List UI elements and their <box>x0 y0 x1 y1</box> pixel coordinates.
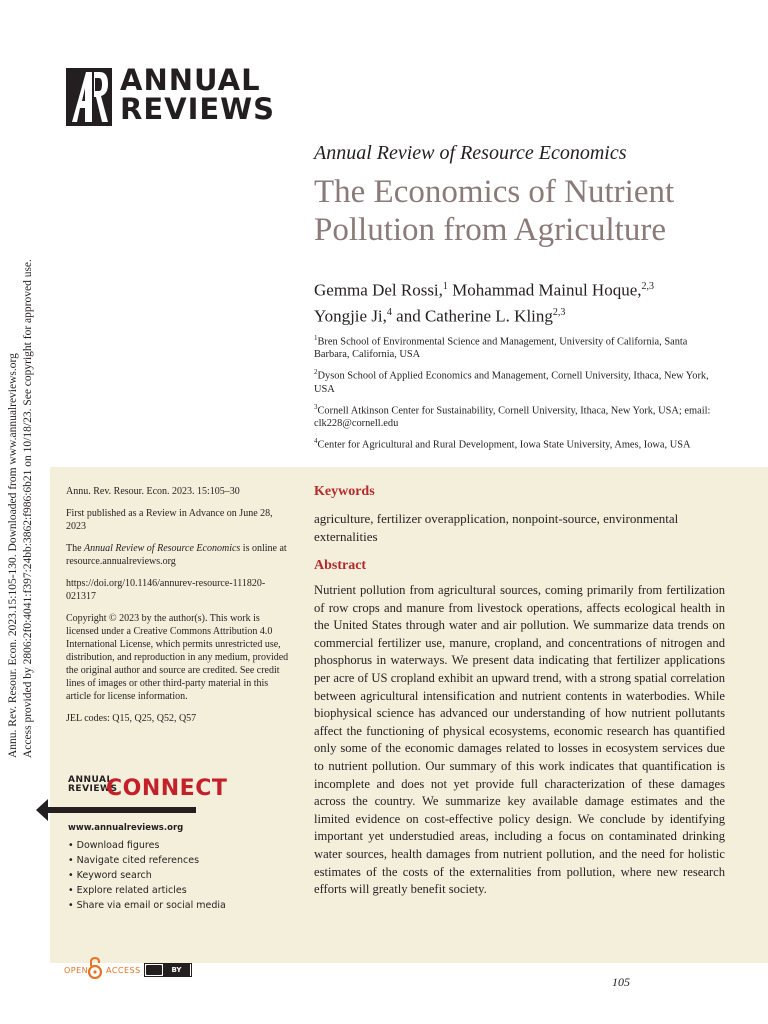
affiliation-sup: 2 <box>314 368 318 377</box>
affiliation-sup: 4 <box>314 437 318 446</box>
annual-reviews-connect[interactable] <box>36 773 276 923</box>
open-access-badge <box>64 962 194 982</box>
page-number: 105 <box>612 975 630 989</box>
author-1-sup: 1 <box>442 281 448 292</box>
cc-icon <box>146 965 162 975</box>
affiliation-sup: 1 <box>314 334 318 342</box>
keywords-heading: Keywords <box>314 484 375 499</box>
copyright-notice: Copyright © 2023 by the author(s). This work is licensed under a Creative Commons Attribution 4.0 International License, which permits unrestricted use, distribution, and reproduction in any medium, provided the original author and source are credited. See credit lines of images or other third-party material in this article for license information. <box>66 613 289 702</box>
jel-codes: JEL codes: Q15, Q25, Q52, Q57 <box>66 713 197 724</box>
author-3: Yongjie Ji, <box>314 306 387 326</box>
watermark-line2: Access provided by 2806:2f0:4041:f397:24bb:3862:f986:6b21 on 10/18/23. See copyright for approved use. <box>22 259 34 758</box>
author-1: Gemma Del Rossi, <box>314 280 443 300</box>
watermark-line1: Annu. Rev. Resour. Econ. 2023.15:105-130. Downloaded from www.annualreviews.org <box>7 353 19 758</box>
affiliation-sup: 3 <box>314 402 318 411</box>
affiliation <box>314 366 724 395</box>
oa-access-label: ACCESS <box>106 966 141 975</box>
connect-brand-line2: REVIEWS <box>68 784 118 794</box>
doi-link[interactable]: https://doi.org/10.1146/annurev-resource-111820-021317 <box>66 578 266 602</box>
title-line1: The Economics of Nutrient <box>314 174 675 210</box>
list-item: • Share via email or social media <box>68 898 226 913</box>
download-watermark <box>6 238 36 758</box>
affiliation-text: Cornell Atkinson Center for Sustainability, Cornell University, Ithaca, New York, USA; email: clk228@cornell.edu <box>314 405 711 430</box>
author-list <box>314 276 734 327</box>
online-post[interactable]: is online at resource.annualreviews.org <box>66 543 287 567</box>
list-item: • Navigate cited references <box>68 853 226 868</box>
connect-title: CONNECT <box>106 776 228 801</box>
oa-open-label: OPEN <box>64 966 89 975</box>
affiliation <box>314 401 724 430</box>
journal-name: Annual Review of Resource Economics <box>314 142 627 164</box>
author-3-sup: 4 <box>386 306 392 318</box>
author-2-sup: 2,3 <box>641 281 654 292</box>
affiliation-text: Dyson School of Applied Economics and Management, Cornell University, Ithaca, New York, USA <box>314 370 709 395</box>
affiliation <box>314 435 724 451</box>
affiliation-text: Center for Agricultural and Rural Development, Iowa State University, Ames, Iowa, USA <box>317 439 691 451</box>
connect-url[interactable]: www.annualreviews.org <box>68 823 184 833</box>
citation: Annu. Rev. Resour. Econ. 2023. 15:105–30 <box>66 486 240 497</box>
online-availability <box>66 542 294 568</box>
connect-features <box>68 838 226 913</box>
annual-reviews-mark-icon <box>66 68 112 126</box>
article-title <box>314 173 734 249</box>
list-item: • Explore related articles <box>68 883 226 898</box>
annual-reviews-logo <box>66 63 276 128</box>
list-item: • Download figures <box>68 838 226 853</box>
first-published: First published as a Review in Advance on June 28, 2023 <box>66 508 273 532</box>
affiliation-text: Bren School of Environmental Science and Management, University of California, Santa Barbara, California, USA <box>314 336 688 361</box>
cc-label: BY <box>163 964 190 976</box>
affiliations <box>314 332 724 457</box>
list-item: • Keyword search <box>68 868 226 883</box>
title-line2: Pollution from Agriculture <box>314 212 666 248</box>
open-lock-icon <box>88 957 102 979</box>
connect-brand-line1: ANNUAL <box>68 775 113 785</box>
logo-line2: REVIEWS <box>120 92 276 126</box>
abstract-heading: Abstract <box>314 558 367 573</box>
cc-by-license-icon <box>144 963 192 977</box>
author-4-sup: 2,3 <box>552 306 566 318</box>
affiliation <box>314 332 724 361</box>
author-2: Mohammad Mainul Hoque, <box>447 280 642 300</box>
article-metadata <box>66 485 294 734</box>
online-pre: The <box>66 543 85 554</box>
online-journal: Annual Review of Resource Economics <box>84 543 241 554</box>
keywords-text: agriculture, fertilizer overapplication, nonpoint-source, environmental externalities <box>314 511 679 544</box>
author-4: and Catherine L. Kling <box>391 306 553 326</box>
logo-line1: ANNUAL <box>120 63 261 97</box>
logo-wordmark <box>120 63 276 126</box>
abstract-text: Nutrient pollution from agricultural sources, coming primarily from fertilization of row crops and manure from livestock operations, affects ecological health in the United States through water and air pollution. We summarize data trends on commercial fertilizer use, manure, cropland, and concentrations of nitrogen and phosphorus in waterways. We present data indicating that fertilizer applications per acre of US cropland exhibit an upward trend, with a strong spatial correlation between agricultural intensification and nutrient contents in waterbodies. While biophysical science has advanced our understanding of how nutrient pollutants affect the functioning of physical ecosystems, economic research has quantified only some of the economic damages related to losses in ecosystem services due to nutrient pollution. Our summary of this work indicates that quantification is incomplete and does not yet provide full characterization of these damages across the country. We summarize key available damage estimates and the limited evidence on cost-effective policy design. We conclude by identifying important yet understudied areas, including a focus on contaminated drinking water sources, health damages from nutrient pollution, and the need for holistic estimates of the costs of the externalities from pollution, where new research efforts will greatly benefit society. <box>314 583 725 897</box>
